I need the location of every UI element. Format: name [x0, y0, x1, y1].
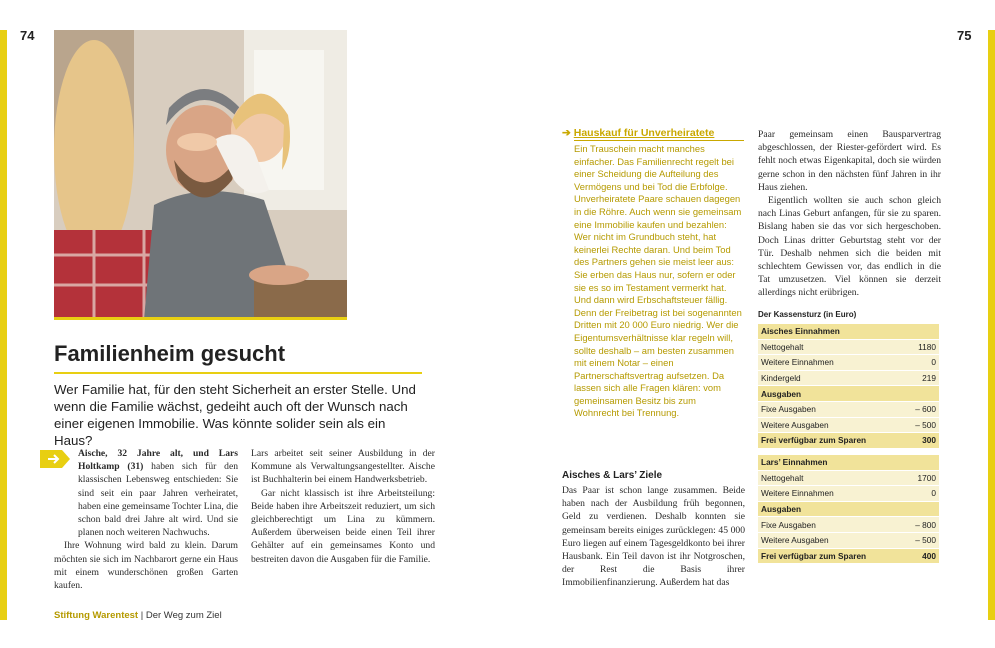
arrow-tag-icon [40, 448, 72, 470]
goals-heading: Aisches & Lars’ Ziele [562, 470, 663, 481]
footer-series: Der Weg zum Ziel [145, 610, 222, 621]
table-total-row [758, 433, 939, 449]
col2-paragraph-1: Lars arbeitet seit seiner Ausbildung in der Kommune als Verwaltungsangestellter. Aische ist Buchhalterin bei einem Handwerksbetrieb. [251, 448, 435, 486]
info-box-text: Ein Trauschein macht manches einfacher. Das Familienrecht regelt bei einer Scheidung die Aufteilung des Vermögens und bei Tod die Erbfolge. Unverheiratete Paare schauen dagegen in die Röhre. Auch wenn sie gemeinsam eine Immobilie kaufen und bezahlen: Wer nicht im Grundbuch steht, hat keinerlei Rechte daran. Und beim Tod des Partners gehen sie meist leer aus: Sie erben das Haus nur, sofern er oder sie es so im Testament vermerkt hat. Und dann wird Erbschaftsteuer fällig. Denn der Freibetrag ist bei sogenannten Dritten mit 20 000 Euro niedrig. Wer die Eigentumsverhältnisse klar regeln will, sollte deshalb – am besten zusammen mit einem Notar – einen Partnerschaftsvertrag aufsetzen. Da lassen sich alle Fragen klären: vom gemeinsamen Besitz bis zum Wohnrecht bei Trennung. [574, 143, 742, 419]
page-number-right: 75 [957, 28, 972, 43]
body-column-1 [54, 447, 238, 592]
row-label: Weitere Ausgaben [758, 532, 904, 548]
col1-paragraph-1 [78, 447, 238, 539]
page-footer [54, 610, 222, 621]
table-row [758, 370, 939, 386]
row-label: Weitere Einnahmen [758, 486, 904, 502]
row-label: Fixe Ausgaben [758, 401, 904, 417]
row-value: 0 [904, 486, 939, 502]
table-row [758, 486, 939, 502]
table-row [758, 470, 939, 486]
goals-paragraph: Das Paar ist schon lange zusammen. Beide haben nach der Ausbildung früh begonnen, Geld zu verdienen. Deshalb konnten sie gemeinsam bereits einiges zurücklegen: 45 000 Euro liegen auf einem Tagesgeldkonto bei ihrer Hausbank. Ein Teil davon ist ihr Notgroschen, der Rest die Basis ihrer Immobilienfinanzierung. Außerdem hat das [562, 485, 745, 589]
title-underline [54, 372, 422, 374]
table-header-row [758, 455, 939, 470]
col1-lead-bold: Aische, 32 Jahre alt, und Lars Holtkamp (31) [78, 448, 238, 473]
row-label: Nettogehalt [758, 339, 904, 355]
table-header-row [758, 386, 939, 402]
row-label: Nettogehalt [758, 470, 904, 486]
table-row [758, 401, 939, 417]
footer-separator: | [138, 610, 146, 621]
info-box-rule [574, 140, 744, 141]
total-value: 400 [904, 548, 939, 564]
body-column-2 [251, 447, 435, 566]
total-value: 300 [904, 433, 939, 449]
row-label: Fixe Ausgaben [758, 517, 904, 533]
table-header-row [758, 324, 939, 339]
lars-table [758, 455, 939, 564]
page-number-left: 74 [20, 28, 35, 43]
row-value: 1700 [904, 470, 939, 486]
family-photo-illustration [54, 30, 347, 320]
total-label: Frei verfügbar zum Sparen [758, 433, 904, 449]
col4-paragraph-2: Eigentlich wollten sie auch schon gleich nach Linas Geburt anfangen, für sie zu sparen. Bislang haben sie das vor sich hergeschoben. Doch Linas dritter Geburtstag steht vor der Tür. Deshalb nehmen sich die beiden mit schlechtem Gewissen vor, das endlich in die Tat umzusetzen. Viel können sie derzeit allerdings nicht erübrigen. [758, 195, 941, 299]
row-value: – 500 [904, 532, 939, 548]
photo-bottom-rule [54, 317, 347, 320]
table-row [758, 417, 939, 433]
row-value: – 500 [904, 417, 939, 433]
table-total-row [758, 548, 939, 564]
row-label: Kindergeld [758, 370, 904, 386]
aische-table [758, 324, 939, 449]
col1-lead-rest: haben sich für den klassischen Lebensweg entschieden: Sie sind seit ein paar Jahren verheiratet, haben eine gemeinsame Tochter Lina, die schon bald drei Jahre alt wird. Und sie planen noch weiteren Nachwuchs. [78, 461, 238, 539]
row-value: 1180 [904, 339, 939, 355]
lars-header: Lars’ Einnahmen [758, 455, 939, 470]
family-photo [54, 30, 347, 320]
table-header-row [758, 501, 939, 517]
row-value: – 800 [904, 517, 939, 533]
right-edge-bar [988, 30, 995, 620]
row-value: 219 [904, 370, 939, 386]
goals-text-column [562, 484, 745, 590]
left-edge-bar [0, 30, 7, 620]
kassensturz-title: Der Kassensturz (in Euro) [758, 310, 857, 319]
table-row [758, 532, 939, 548]
aische-expenses-header: Ausgaben [758, 386, 939, 402]
lars-expenses-header: Ausgaben [758, 501, 939, 517]
body-column-4 [758, 128, 941, 300]
col1-paragraph-2: Ihre Wohnung wird bald zu klein. Darum möchten sie sich im Nachbarort gerne ein Haus mit einem wunderschönen großen Garten kaufen. [54, 540, 238, 592]
table-row [758, 355, 939, 371]
row-value: – 600 [904, 401, 939, 417]
intro-text: Wer Familie hat, für den steht Sicherheit an erster Stelle. Und wenn die Familie wächst, gedeiht auch oft der Wunsch nach einer eigenen Immobilie. Was könnte solider sein als ein Haus? [54, 382, 416, 448]
table-row [758, 339, 939, 355]
page-title: Familienheim gesucht [54, 341, 286, 366]
col4-paragraph-1: Paar gemeinsam einen Bausparvertrag abgeschlossen, der Riester-gefördert wird. Es fehlt noch etwas Eigenkapital, doch sie würden gerne schon in den nächsten fünf Jahren in ihr Haus ziehen. [758, 129, 941, 193]
arrow-right-icon: ➔ [562, 127, 571, 139]
row-label: Weitere Ausgaben [758, 417, 904, 433]
table-row [758, 517, 939, 533]
info-box-heading [562, 127, 714, 139]
aische-header: Aisches Einnahmen [758, 324, 939, 339]
info-box-heading-text: Hauskauf für Unverheiratete [573, 127, 715, 139]
total-label: Frei verfügbar zum Sparen [758, 548, 904, 564]
footer-brand: Stiftung Warentest [54, 610, 139, 621]
row-label: Weitere Einnahmen [758, 355, 904, 371]
row-value: 0 [904, 355, 939, 371]
col2-paragraph-2: Gar nicht klassisch ist ihre Arbeitsteilung: Beide haben ihre Arbeitszeit reduziert, um sich gleichberechtigt um Lina zu kümmern. Außerdem überweisen beide einen Teil ihrer Gehälter auf ein gemeinsames Konto und bestreiten davon die Ausgaben für die Familie. [251, 487, 435, 565]
